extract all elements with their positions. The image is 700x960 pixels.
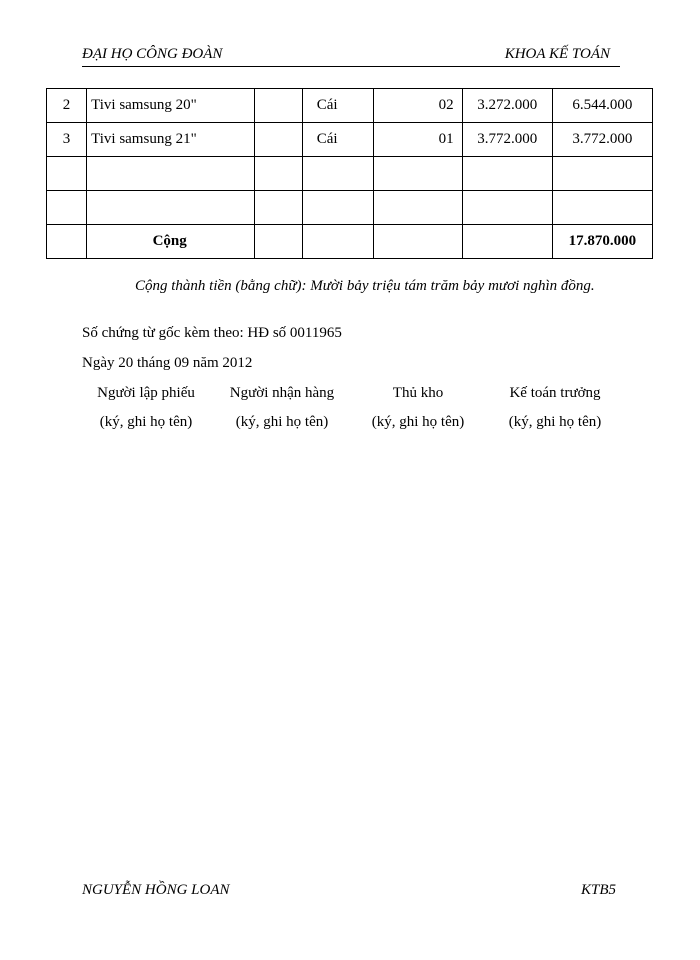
item-amount: 6.544.000 (552, 89, 652, 123)
attached-documents: Số chứng từ gốc kèm theo: HĐ số 0011965 (82, 325, 342, 341)
item-unit: Cái (302, 123, 374, 157)
item-name: Tivi samsung 21" (87, 123, 255, 157)
table-row-empty (47, 157, 653, 191)
item-price: 3.772.000 (462, 123, 552, 157)
item-name: Tivi samsung 20" (87, 89, 255, 123)
signature-note: (ký, ghi họ tên) (235, 414, 329, 430)
item-quantity: 02 (374, 89, 462, 123)
signature-note: (ký, ghi họ tên) (99, 414, 193, 430)
signature-title-storekeeper: Thủ kho (392, 385, 444, 401)
signature-title-receiver: Người nhận hàng (229, 385, 335, 401)
signature-note: (ký, ghi họ tên) (371, 414, 465, 430)
item-code (255, 123, 302, 157)
item-quantity: 01 (374, 123, 462, 157)
header-university: ĐẠI HỌ CÔNG ĐOÀN (82, 46, 223, 62)
item-amount: 3.772.000 (552, 123, 652, 157)
item-code (255, 89, 302, 123)
total-label: Cộng (87, 225, 255, 259)
row-number: 2 (47, 89, 87, 123)
header-faculty: KHOA KẾ TOÁN (504, 46, 610, 62)
goods-table (46, 88, 653, 259)
row-number: 3 (47, 123, 87, 157)
table-row (47, 123, 653, 157)
document-date: Ngày 20 tháng 09 năm 2012 (82, 355, 253, 371)
signature-note: (ký, ghi họ tên) (508, 414, 602, 430)
table-total-row (47, 225, 653, 259)
item-unit: Cái (302, 89, 374, 123)
signature-title-preparer: Người lập phiếu (97, 385, 195, 401)
table-row-empty (47, 191, 653, 225)
amount-in-words: Cộng thành tiền (bằng chữ): Mười bảy triệu tám trăm bảy mươi nghìn đồng. (135, 278, 595, 294)
footer-class: KTB5 (580, 882, 616, 898)
page-header (82, 44, 620, 67)
total-value: 17.870.000 (552, 225, 652, 259)
item-price: 3.272.000 (462, 89, 552, 123)
footer-author: NGUYỄN HỒNG LOAN (82, 882, 230, 898)
signature-title-chief-accountant: Kế toán trưởng (509, 385, 601, 401)
table-row (47, 89, 653, 123)
